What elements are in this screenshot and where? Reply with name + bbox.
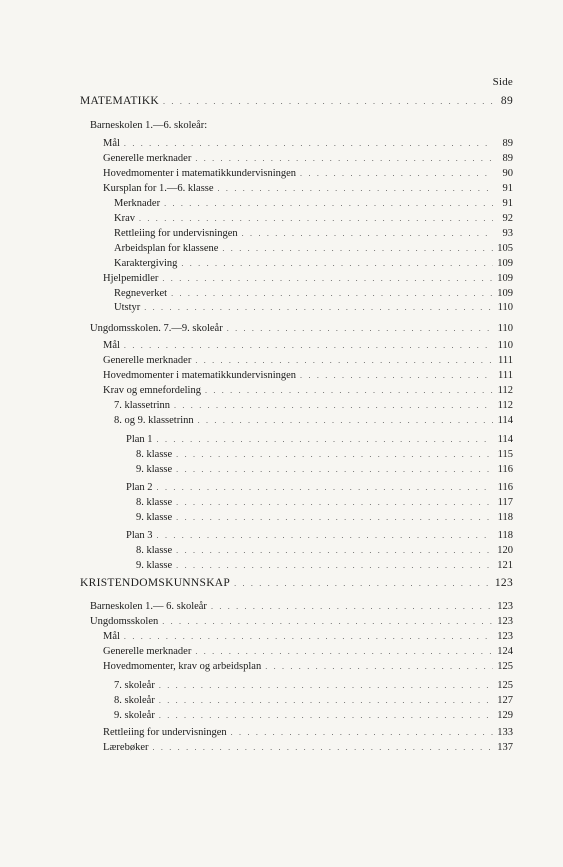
dot-leader: [234, 579, 491, 588]
toc-label: 9. skoleår: [114, 710, 155, 721]
toc-page-number: 117: [497, 497, 513, 508]
toc-entry-krav[interactable]: [114, 213, 513, 224]
dot-leader: [124, 632, 493, 641]
dot-leader: [195, 356, 493, 365]
dot-leader: [242, 229, 493, 238]
toc-label: Mål: [103, 631, 120, 642]
toc-entry-laereboker[interactable]: [103, 742, 513, 753]
dot-leader: [157, 435, 493, 444]
toc-page-number: 109: [497, 258, 513, 269]
toc-label: MATEMATIKK: [80, 95, 160, 107]
toc-page-number: 111: [498, 355, 513, 366]
toc-page-number: 116: [497, 482, 513, 493]
dot-leader: [195, 154, 493, 163]
toc-entry-ungdomsskolen[interactable]: [90, 323, 513, 334]
dot-leader: [176, 450, 493, 459]
toc-entry-mal[interactable]: [103, 340, 513, 351]
toc-label: Hovedmomenter i matematikkundervisningen: [103, 370, 297, 381]
dot-leader: [171, 289, 493, 298]
toc-page-number: 120: [497, 545, 513, 556]
toc-entry-merknader[interactable]: [114, 198, 513, 209]
toc-label: 8. klasse: [136, 545, 173, 556]
toc-label: Generelle merknader: [103, 153, 192, 164]
toc-entry-regneverket[interactable]: [114, 288, 513, 299]
toc-entry-ungdomsskolen[interactable]: [90, 616, 513, 627]
toc-page-number: 114: [497, 415, 513, 426]
toc-label: Krav: [114, 213, 135, 224]
dot-leader: [159, 681, 493, 690]
toc-entry-hovedmomenter-krav[interactable]: [103, 661, 513, 672]
toc-page-number: 137: [497, 742, 513, 753]
toc-entry-plan-2[interactable]: [126, 482, 513, 493]
toc-label: Rettleiing for undervisningen: [114, 228, 238, 239]
toc-entry-matematikk[interactable]: [80, 95, 513, 107]
toc-label: 8. og 9. klassetrinn: [114, 415, 194, 426]
toc-page-number: 129: [497, 710, 513, 721]
toc-label: 7. skoleår: [114, 680, 155, 691]
toc-label: Hovedmomenter, krav og arbeidsplan: [103, 661, 262, 672]
toc-label: 9. klasse: [136, 512, 173, 523]
toc-entry-8-skolear[interactable]: [114, 695, 513, 706]
toc-entry-rettleiing[interactable]: [103, 727, 513, 738]
toc-entry-arbeidsplan[interactable]: [114, 243, 513, 254]
toc-page-number: 89: [502, 153, 513, 164]
toc-entry-barneskolen[interactable]: [90, 601, 513, 612]
dot-leader: [198, 416, 493, 425]
toc-entry-utstyr[interactable]: [114, 302, 513, 313]
toc-label: Regneverket: [114, 288, 168, 299]
toc-entry-7-skolear[interactable]: [114, 680, 513, 691]
toc-page-number: 115: [497, 449, 513, 460]
toc-entry-9-skolear[interactable]: [114, 710, 513, 721]
toc-page-number: 109: [497, 288, 513, 299]
dot-leader: [152, 743, 493, 752]
toc-label: Plan 3: [126, 530, 153, 541]
dot-leader: [265, 662, 493, 671]
toc-entry-karaktergiving[interactable]: [114, 258, 513, 269]
toc-entry-generelle-merknader[interactable]: [103, 153, 513, 164]
toc-page-number: 118: [497, 512, 513, 523]
dot-leader: [176, 465, 493, 474]
toc-label: Plan 1: [126, 434, 153, 445]
dot-leader: [176, 498, 493, 507]
toc-label: Arbeidsplan for klassene: [114, 243, 219, 254]
toc-page-number: 90: [502, 168, 513, 179]
toc-label: 7. klassetrinn: [114, 400, 170, 411]
toc-page-number: 133: [497, 727, 513, 738]
toc-page-number: 118: [497, 530, 513, 541]
dot-leader: [164, 199, 493, 208]
toc-label: Barneskolen 1.—6. skoleår:: [90, 120, 208, 131]
toc-page-number: 93: [502, 228, 513, 239]
dot-leader: [176, 561, 493, 570]
toc-entry-hovedmomenter[interactable]: [103, 370, 513, 381]
toc-label: Hovedmomenter i matematikkundervisningen: [103, 168, 297, 179]
toc-entry-8-9-klassetrinn[interactable]: [114, 415, 513, 426]
toc-label: Hjelpemidler: [103, 273, 159, 284]
page-column-header: Side: [492, 76, 513, 88]
toc-entry-rettleiing[interactable]: [114, 228, 513, 239]
toc-label: Utstyr: [114, 302, 141, 313]
dot-leader: [300, 371, 493, 380]
toc-entry-krav-emnefordeling[interactable]: [103, 385, 513, 396]
toc-entry-generelle-merknader[interactable]: [103, 646, 513, 657]
toc-entry-generelle-merknader[interactable]: [103, 355, 513, 366]
toc-label: Merknader: [114, 198, 161, 209]
toc-label: Generelle merknader: [103, 355, 192, 366]
toc-label: Ungdomsskolen. 7.—9. skoleår: [90, 323, 223, 334]
dot-leader: [124, 139, 493, 148]
toc-page-number: 121: [497, 560, 513, 571]
dot-leader: [227, 324, 493, 333]
toc-entry-hjelpemidler[interactable]: [103, 273, 513, 284]
toc-page-number: 111: [498, 370, 513, 381]
dot-leader: [174, 401, 493, 410]
dot-leader: [139, 214, 493, 223]
toc-page-number: 125: [497, 661, 513, 672]
toc-page-number: 89: [500, 95, 513, 107]
dot-leader: [157, 531, 493, 540]
toc-entry-plan-2-9-klasse[interactable]: [136, 512, 513, 523]
toc-entry-plan-3-8-klasse[interactable]: [136, 545, 513, 556]
toc-label: Mål: [103, 138, 120, 149]
toc-label: 8. klasse: [136, 497, 173, 508]
toc-label: 9. klasse: [136, 464, 173, 475]
toc-page-number: 89: [502, 138, 513, 149]
toc-entry-7-klassetrinn[interactable]: [114, 400, 513, 411]
toc-label: Generelle merknader: [103, 646, 192, 657]
toc-page-number: 123: [497, 601, 513, 612]
dot-leader: [144, 303, 493, 312]
toc-page-number: 91: [502, 183, 513, 194]
toc-label: Rettleiing for undervisningen: [103, 727, 227, 738]
toc-label: 8. skoleår: [114, 695, 155, 706]
toc-page-number: 127: [497, 695, 513, 706]
toc-entry-plan-1-9-klasse[interactable]: [136, 464, 513, 475]
toc-page-number: 110: [497, 302, 513, 313]
toc-label: Barneskolen 1.— 6. skoleår: [90, 601, 207, 612]
toc-label: Karaktergiving: [114, 258, 178, 269]
dot-leader: [205, 386, 493, 395]
toc-page-number: 109: [497, 273, 513, 284]
toc-page-number: 110: [497, 340, 513, 351]
toc-label: Lærebøker: [103, 742, 149, 753]
dot-leader: [159, 711, 493, 720]
toc-page-number: 124: [497, 646, 513, 657]
toc-label: Ungdomsskolen: [90, 616, 159, 627]
toc-entry-plan-3-9-klasse[interactable]: [136, 560, 513, 571]
toc-page-number: 110: [497, 323, 513, 334]
toc-page-number: 125: [497, 680, 513, 691]
toc-page-number: 92: [502, 213, 513, 224]
toc-page-number: 112: [497, 385, 513, 396]
toc-label: Krav og emnefordeling: [103, 385, 201, 396]
dot-leader: [124, 341, 493, 350]
toc-page-number: 114: [497, 434, 513, 445]
dot-leader: [162, 617, 493, 626]
toc-entry-kursplan[interactable]: [103, 183, 513, 194]
toc-page-number: 123: [497, 631, 513, 642]
toc-entry-hovedmomenter[interactable]: [103, 168, 513, 179]
dot-leader: [163, 97, 493, 106]
toc-entry-mal[interactable]: [103, 138, 513, 149]
dot-leader: [159, 696, 493, 705]
dot-leader: [181, 259, 493, 268]
dot-leader: [300, 169, 493, 178]
toc-page-number: 123: [497, 616, 513, 627]
toc-page-number: 116: [497, 464, 513, 475]
dot-leader: [195, 647, 493, 656]
toc-page-number: 91: [502, 198, 513, 209]
toc-entry-plan-1[interactable]: [126, 434, 513, 445]
toc-subheading-barneskolen: [90, 120, 513, 131]
toc-page-number: 112: [497, 400, 513, 411]
toc-label: KRISTENDOMSKUNNSKAP: [80, 577, 231, 589]
dot-leader: [218, 184, 493, 193]
dot-leader: [162, 274, 493, 283]
dot-leader: [176, 546, 493, 555]
toc-entry-plan-2-8-klasse[interactable]: [136, 497, 513, 508]
toc-page-number: 123: [494, 577, 513, 589]
toc-label: Mål: [103, 340, 120, 351]
toc-entry-plan-1-8-klasse[interactable]: [136, 449, 513, 460]
toc-label: Kursplan for 1.—6. klasse: [103, 183, 214, 194]
dot-leader: [211, 602, 493, 611]
toc-page-number: 105: [497, 243, 513, 254]
toc-label: Plan 2: [126, 482, 153, 493]
dot-leader: [176, 513, 493, 522]
toc-label: 8. klasse: [136, 449, 173, 460]
toc-entry-kristendomskunnskap[interactable]: [80, 577, 513, 589]
toc-label: 9. klasse: [136, 560, 173, 571]
toc-entry-mal[interactable]: [103, 631, 513, 642]
toc-entry-plan-3[interactable]: [126, 530, 513, 541]
dot-leader: [157, 483, 493, 492]
dot-leader: [222, 244, 493, 253]
dot-leader: [231, 728, 493, 737]
